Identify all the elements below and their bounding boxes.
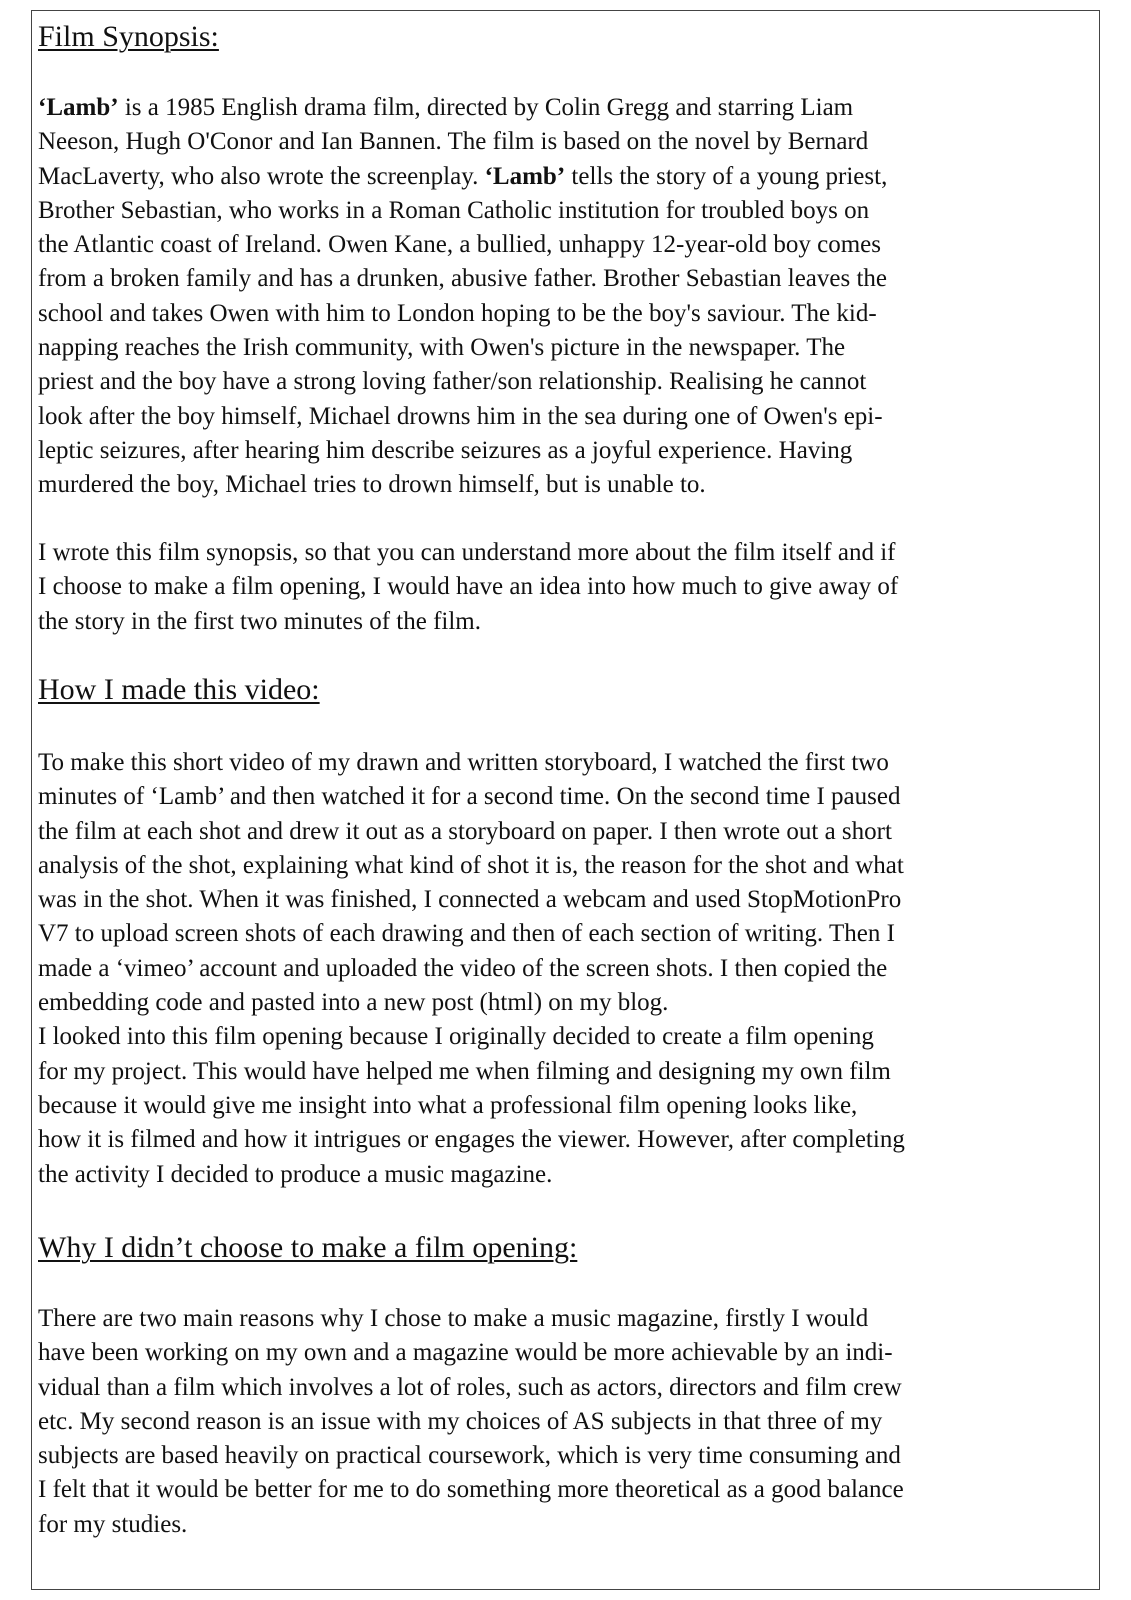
synopsis-line	[38, 91, 887, 125]
film-synopsis-heading: Film Synopsis:	[38, 20, 219, 53]
how-made-line: how it is filmed and how it intrigues or engages the viewer. However, after completing	[38, 1126, 905, 1154]
why-not-line: for my studies.	[38, 1510, 188, 1538]
synopsis-line: the Atlantic coast of Ireland. Owen Kane, a bullied, unhappy 12-year-old boy comes	[38, 231, 881, 259]
how-made-line: made a ‘vimeo’ account and uploaded the video of the screen shots. I then copied the	[38, 954, 888, 982]
how-made-heading: How I made this video:	[38, 673, 320, 706]
synopsis-line-text: MacLaverty, who also wrote the screenplay.	[38, 162, 485, 190]
synopsis-line: look after the boy himself, Michael drowns him in the sea during one of Owen's epi-	[38, 402, 883, 430]
film-title-bold: ‘Lamb’	[38, 94, 119, 121]
synopsis-line: Brother Sebastian, who works in a Roman Catholic institution for troubled boys on	[38, 196, 870, 224]
how-made-line: the film at each shot and drew it out as a storyboard on paper. I then wrote out a short	[38, 817, 892, 845]
how-made-paragraph	[38, 746, 905, 1192]
how-made-line: because it would give me insight into what a professional film opening looks like,	[38, 1091, 858, 1119]
synopsis-line: Neeson, Hugh O'Conor and Ian Bannen. The film is based on the novel by Bernard	[38, 128, 869, 156]
why-not-paragraph	[38, 1302, 904, 1542]
why-not-line: subjects are based heavily on practical coursework, which is very time consuming and	[38, 1442, 901, 1470]
synopsis-line: leptic seizures, after hearing him describe seizures as a joyful experience. Having	[38, 436, 853, 464]
synopsis-line: priest and the boy have a strong loving father/son relationship. Realising he cannot	[38, 368, 867, 396]
how-made-line: the activity I decided to produce a music magazine.	[38, 1160, 553, 1188]
synopsis-note-paragraph	[38, 536, 898, 639]
film-synopsis-paragraph	[38, 91, 887, 503]
film-title-bold: ‘Lamb’	[484, 162, 566, 190]
how-made-line: analysis of the shot, explaining what kind of shot it is, the reason for the shot and what	[38, 851, 904, 879]
how-made-line: To make this short video of my drawn and written storyboard, I watched the first two	[38, 749, 889, 776]
synopsis-line: from a broken family and has a drunken, abusive father. Brother Sebastian leaves the	[38, 265, 888, 293]
note-line: I wrote this film synopsis, so that you can understand more about the film itself and if	[38, 539, 896, 566]
why-not-line: have been working on my own and a magazine would be more achievable by an indi-	[38, 1339, 893, 1367]
how-made-line: I looked into this film opening because I originally decided to create a film opening	[38, 1023, 874, 1051]
how-made-line: V7 to upload screen shots of each drawing and then of each section of writing. Then I	[38, 920, 895, 948]
why-not-line: vidual than a film which involves a lot of roles, such as actors, directors and film crew	[38, 1373, 902, 1401]
synopsis-line: school and takes Owen with him to London hoping to be the boy's saviour. The kid-	[38, 299, 877, 327]
note-line: I choose to make a film opening, I would have an idea into how much to give away of	[38, 573, 899, 601]
why-not-heading: Why I didn’t choose to make a film opening:	[38, 1231, 578, 1264]
how-made-line: was in the shot. When it was finished, I connected a webcam and used StopMotionPro	[38, 886, 902, 914]
how-made-line: minutes of ‘Lamb’ and then watched it for a second time. On the second time I paused	[38, 783, 901, 811]
synopsis-line-text: tells the story of a young priest,	[565, 162, 888, 190]
synopsis-line	[38, 160, 887, 194]
how-made-line: for my project. This would have helped me when filming and designing my own film	[38, 1057, 891, 1085]
why-not-line: I felt that it would be better for me to do something more theoretical as a good balance	[38, 1476, 904, 1504]
why-not-line: There are two main reasons why I chose to make a music magazine, firstly I would	[38, 1305, 869, 1332]
synopsis-line: napping reaches the Irish community, with Owen's picture in the newspaper. The	[38, 334, 846, 362]
why-not-line: etc. My second reason is an issue with my choices of AS subjects in that three of my	[38, 1407, 883, 1435]
synopsis-line-text: is a 1985 English drama film, directed by Colin Gregg and starring Liam	[118, 94, 854, 121]
how-made-line: embedding code and pasted into a new post (html) on my blog.	[38, 989, 669, 1017]
note-line: the story in the first two minutes of the film.	[38, 607, 481, 635]
synopsis-line: murdered the boy, Michael tries to drown himself, but is unable to.	[38, 471, 706, 499]
